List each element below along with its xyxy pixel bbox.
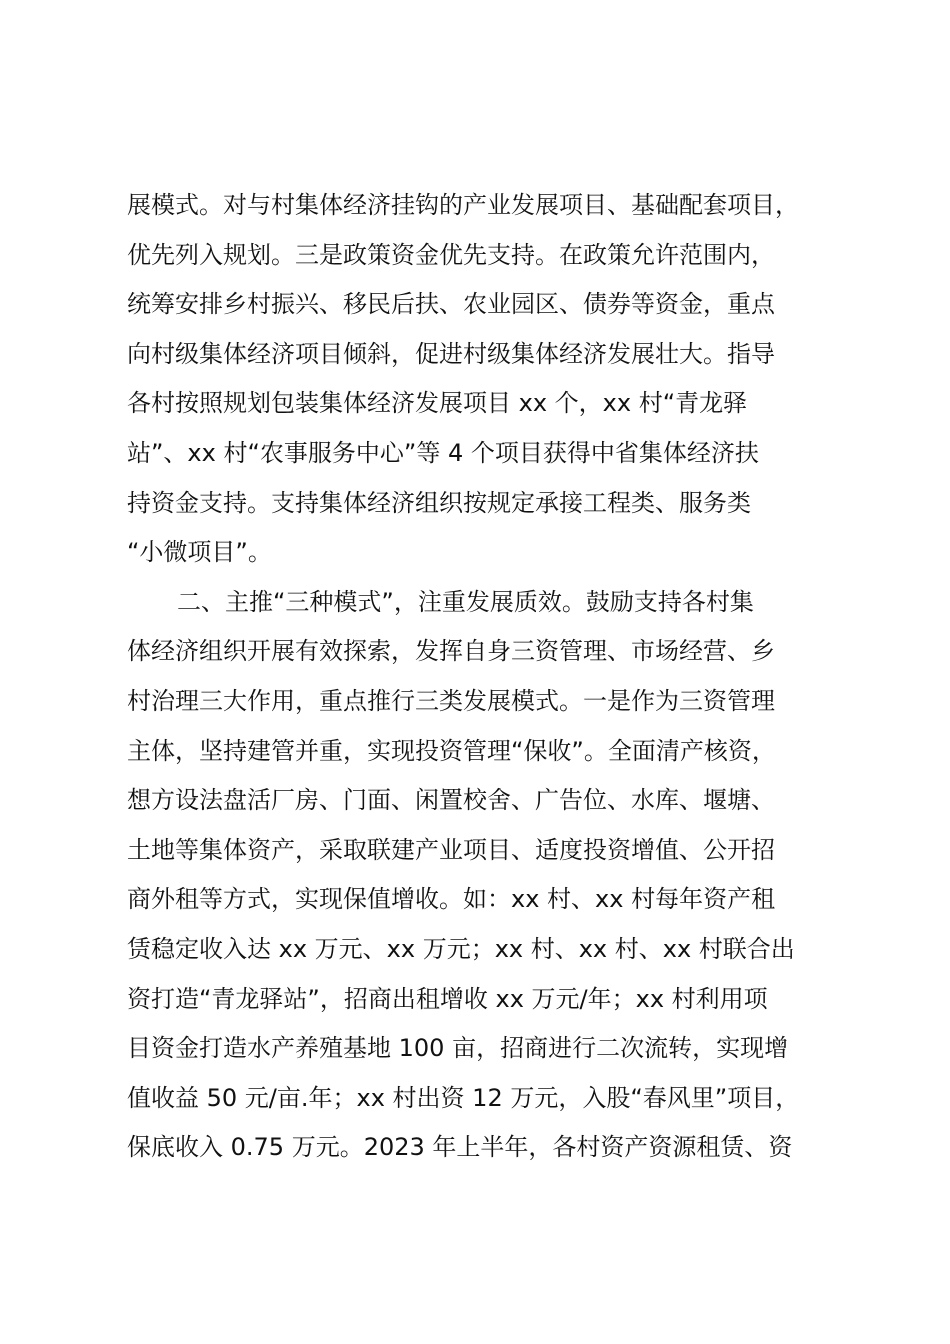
- text-line: 主体，坚持建管并重，实现投资管理“保收”。全面清产核资，: [127, 736, 776, 765]
- text-line: 站”、xx 村“农事服务中心”等 4 个项目获得中省集体经济扶: [127, 438, 759, 467]
- body-text: [127, 181, 867, 1173]
- text-line: 目资金打造水产养殖基地 100 亩，招商进行二次流转，实现增: [127, 1034, 789, 1063]
- paragraph-start-line: 二、主推“三种模式”，注重发展质效。鼓励支持各村集: [177, 587, 754, 616]
- text-line: 各村按照规划包装集体经济发展项目 xx 个，xx 村“青龙驿: [127, 389, 748, 418]
- text-line: 商外租等方式，实现保值增收。如：xx 村、xx 村每年资产租: [127, 885, 776, 914]
- text-line: 值收益 50 元/亩.年；xx 村出资 12 万元，入股“春风里”项目，: [127, 1083, 800, 1112]
- text-line: 保底收入 0.75 万元。2023 年上半年，各村资产资源租赁、资: [127, 1133, 793, 1162]
- text-line: 持资金支持。支持集体经济组织按规定承接工程类、服务类: [127, 488, 751, 517]
- text-line: 优先列入规划。三是政策资金优先支持。在政策允许范围内，: [127, 240, 775, 269]
- text-line: 想方设法盘活厂房、门面、闲置校舍、广告位、水库、堰塘、: [127, 786, 775, 815]
- text-line: 展模式。对与村集体经济挂钩的产业发展项目、基础配套项目，: [127, 191, 799, 219]
- text-line: 村治理三大作用，重点推行三类发展模式。一是作为三资管理: [127, 686, 775, 715]
- text-line: 资打造“青龙驿站”，招商出租增收 xx 万元/年；xx 村利用项: [127, 984, 768, 1013]
- text-line: 统筹安排乡村振兴、移民后扶、农业园区、债券等资金，重点: [127, 290, 775, 319]
- text-line: 体经济组织开展有效探索，发挥自身三资管理、市场经营、乡: [127, 637, 775, 666]
- text-line: “小微项目”。: [127, 538, 272, 567]
- text-line: 赁稳定收入达 xx 万元、xx 万元；xx 村、xx 村、xx 村联合出: [127, 934, 795, 963]
- text-line: 向村级集体经济项目倾斜，促进村级集体经济发展壮大。指导: [127, 339, 775, 368]
- text-line: 土地等集体资产，采取联建产业项目、适度投资增值、公开招: [127, 835, 775, 864]
